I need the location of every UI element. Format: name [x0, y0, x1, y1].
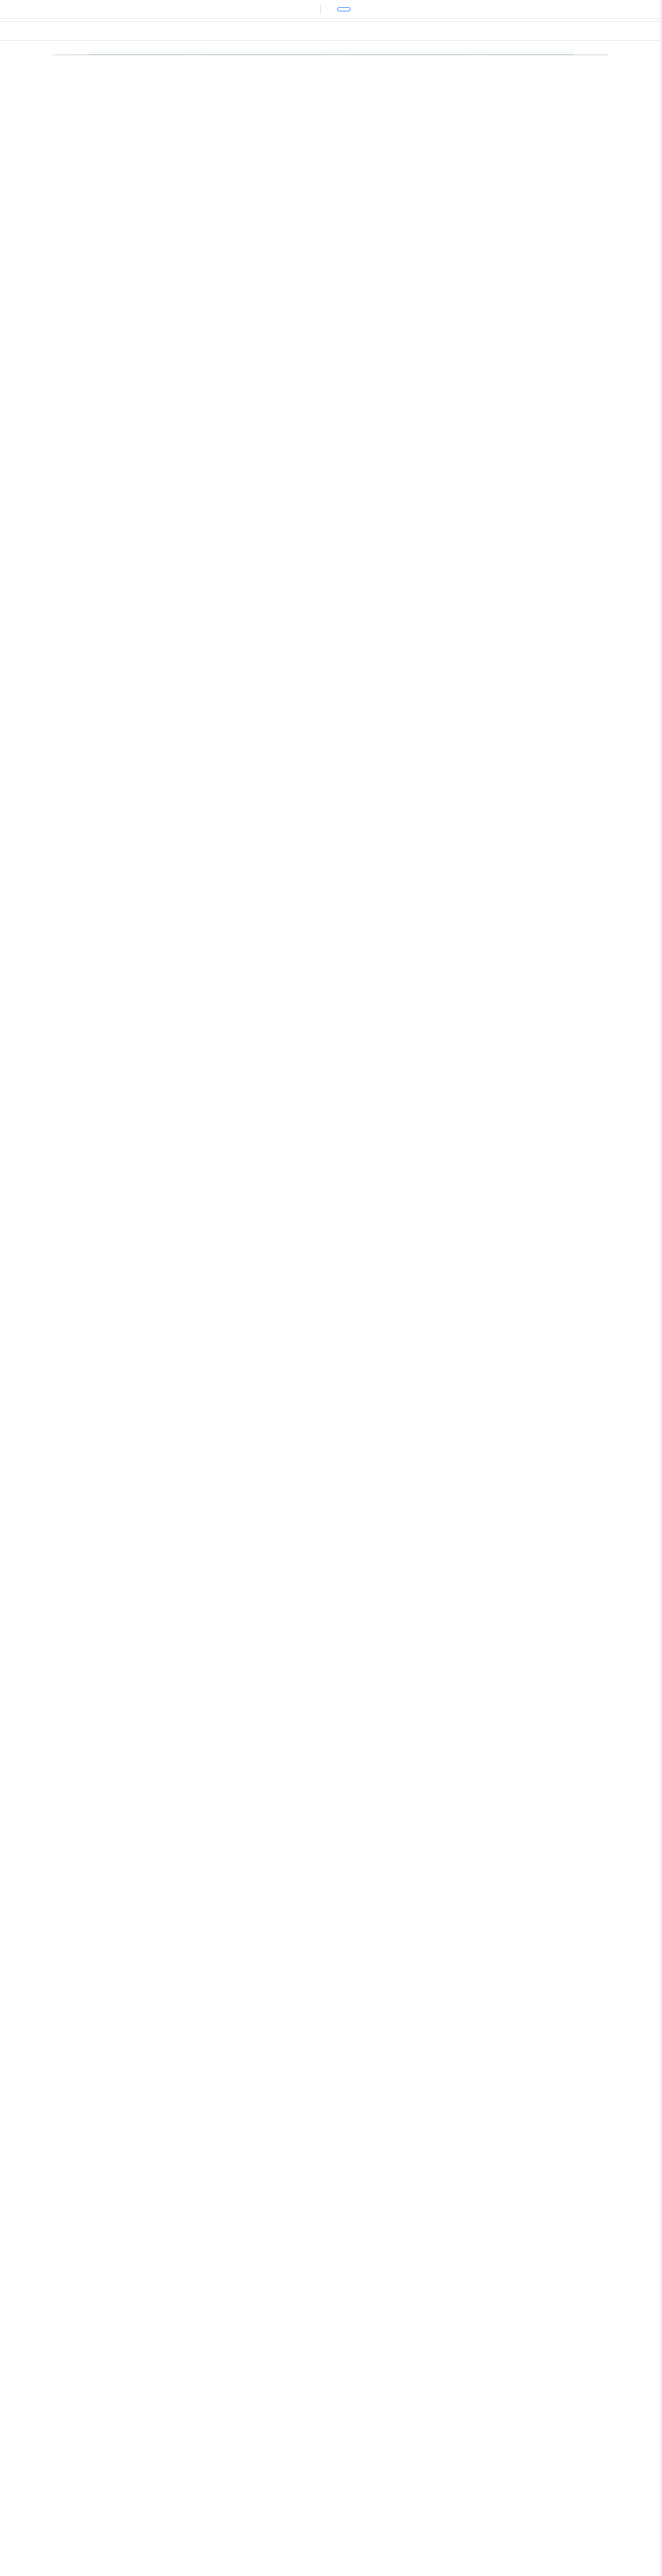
wix-start-button[interactable] [337, 7, 351, 11]
wix-banner [0, 0, 662, 19]
story-body [54, 97, 608, 120]
main-nav [0, 21, 662, 41]
banner-separator [320, 5, 321, 14]
page-scrollbar[interactable] [660, 0, 662, 2576]
